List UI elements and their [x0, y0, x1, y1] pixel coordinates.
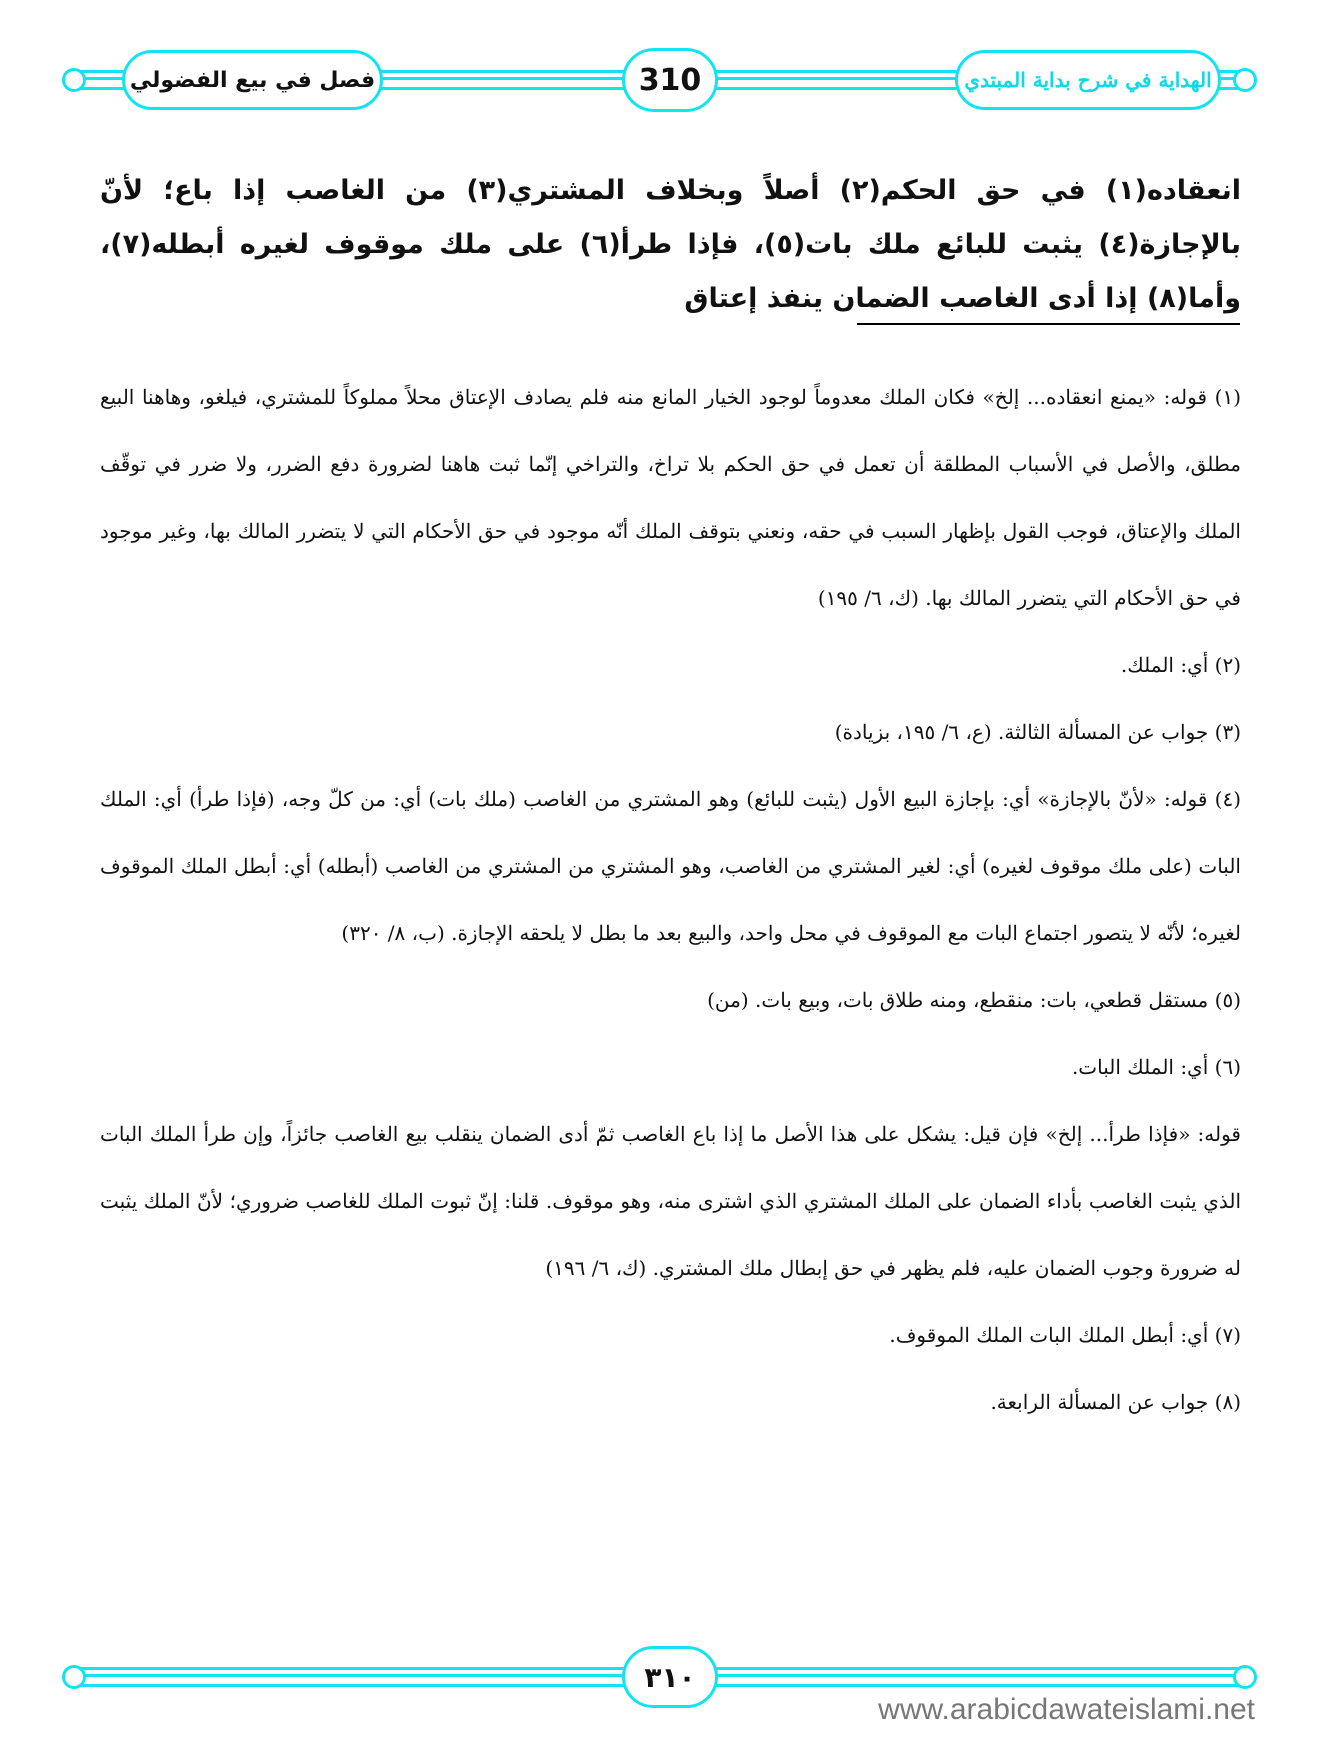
main-text: انعقاده(١) في حق الحكم(٢) أصلاً وبخلاف المشتري(٣) من الغاصب إذا باع؛ لأنّ بالإجازة(٤) يثبت للبائع ملك بات(٥)، فإذا طرأ(٦) على ملك موقوف لغيره أبطله(٧)، وأما(٨) إذا أدى الغاصب الضمان ينفذ إعتاق — [100, 175, 1241, 314]
footnote-6-comment: قوله: «فإذا طرأ... إلخ» فإن قيل: يشكل على هذا الأصل ما إذا باع الغاصب ثمّ أدى الضمان ينقلب بيع الغاصب جائزاً، وإن طرأ الملك البات الذي يثبت الغاصب بأداء الضمان على الملك المشتري الذي اشترى منه، وهو موقوف. قلنا: إنّ ثبوت الملك للغاصب ضروري؛ لأنّ الملك يثبت له ضرورة وجوب الضمان عليه، فلم يظهر في حق إبطال ملك المشتري. (ك، ٦/ ١٩٦) — [100, 1122, 1241, 1280]
footnote-5: (٥) مستقل قطعي، بات: منقطع، ومنه طلاق بات، وبيع بات. (من) — [707, 988, 1241, 1012]
ornament-left-cap — [62, 68, 86, 92]
footer-page-number: ٣١٠ — [622, 1646, 718, 1708]
ornament-right-cap — [1233, 1665, 1257, 1689]
footnote-6: (٦) أي: الملك البات. — [1071, 1055, 1241, 1079]
footnote-4: (٤) قوله: «لأنّ بالإجازة» أي: بإجازة البيع الأول (يثبت للبائع) وهو المشتري من الغاصب (ملك بات) أي: من كلّ وجه، (فإذا طرأ) أي: الملك البات (على ملك موقوف لغيره) أي: لغير المشتري من الغاصب، وهو المشتري من المشتري من الغاصب (أبطله) أي: أبطل الملك الموقوف لغيره؛ لأنّه لا يتصور اجتماع البات مع الموقوف في محل واحد، والبيع بعد ما بطل لا يلحقه الإجازة. (ب، ٨/ ٣٢٠) — [100, 787, 1241, 945]
website-url: www.arabicdawateislami.net — [878, 1693, 1255, 1726]
footnote-1: (١) قوله: «يمنع انعقاده... إلخ» فكان الملك معدوماً لوجود الخيار المانع منه فلم يصادف الإعتاق محلاً مملوكاً للمشتري، فيلغو، وهاهنا البيع مطلق، والأصل في الأسباب المطلقة أن تعمل في حق الحكم بلا تراخ، والتراخي إنّما ثبت هاهنا لضرورة دفع الضرر، ولا ضرر في توقّف الملك والإعتاق، فوجب القول بإظهار السبب في حقه، ونعني بتوقف الملك أنّه موجود في حق الأحكام التي لا يتضرر المالك بها، وغير موجود في حق الأحكام التي يتضرر المالك بها. (ك، ٦/ ١٩٥) — [100, 385, 1242, 610]
chapter-title: فصل في بيع الفضولي — [122, 50, 383, 110]
ornament-left-cap — [62, 1665, 86, 1689]
page-number: 310 — [622, 48, 718, 112]
footnote-separator — [857, 323, 1240, 325]
book-title-logo: الهداية في شرح بداية المبتدي — [955, 50, 1221, 110]
footnote-7: (٧) أي: أبطل الملك البات الملك الموقوف. — [889, 1323, 1241, 1347]
footnotes — [100, 364, 1241, 1436]
footnote-8: (٨) جواب عن المسألة الرابعة. — [990, 1390, 1241, 1414]
footnote-2: (٢) أي: الملك. — [1120, 653, 1241, 677]
ornament-right-cap — [1233, 68, 1257, 92]
footnote-3: (٣) جواب عن المسألة الثالثة. (ع، ٦/ ١٩٥، بزيادة) — [834, 720, 1241, 744]
